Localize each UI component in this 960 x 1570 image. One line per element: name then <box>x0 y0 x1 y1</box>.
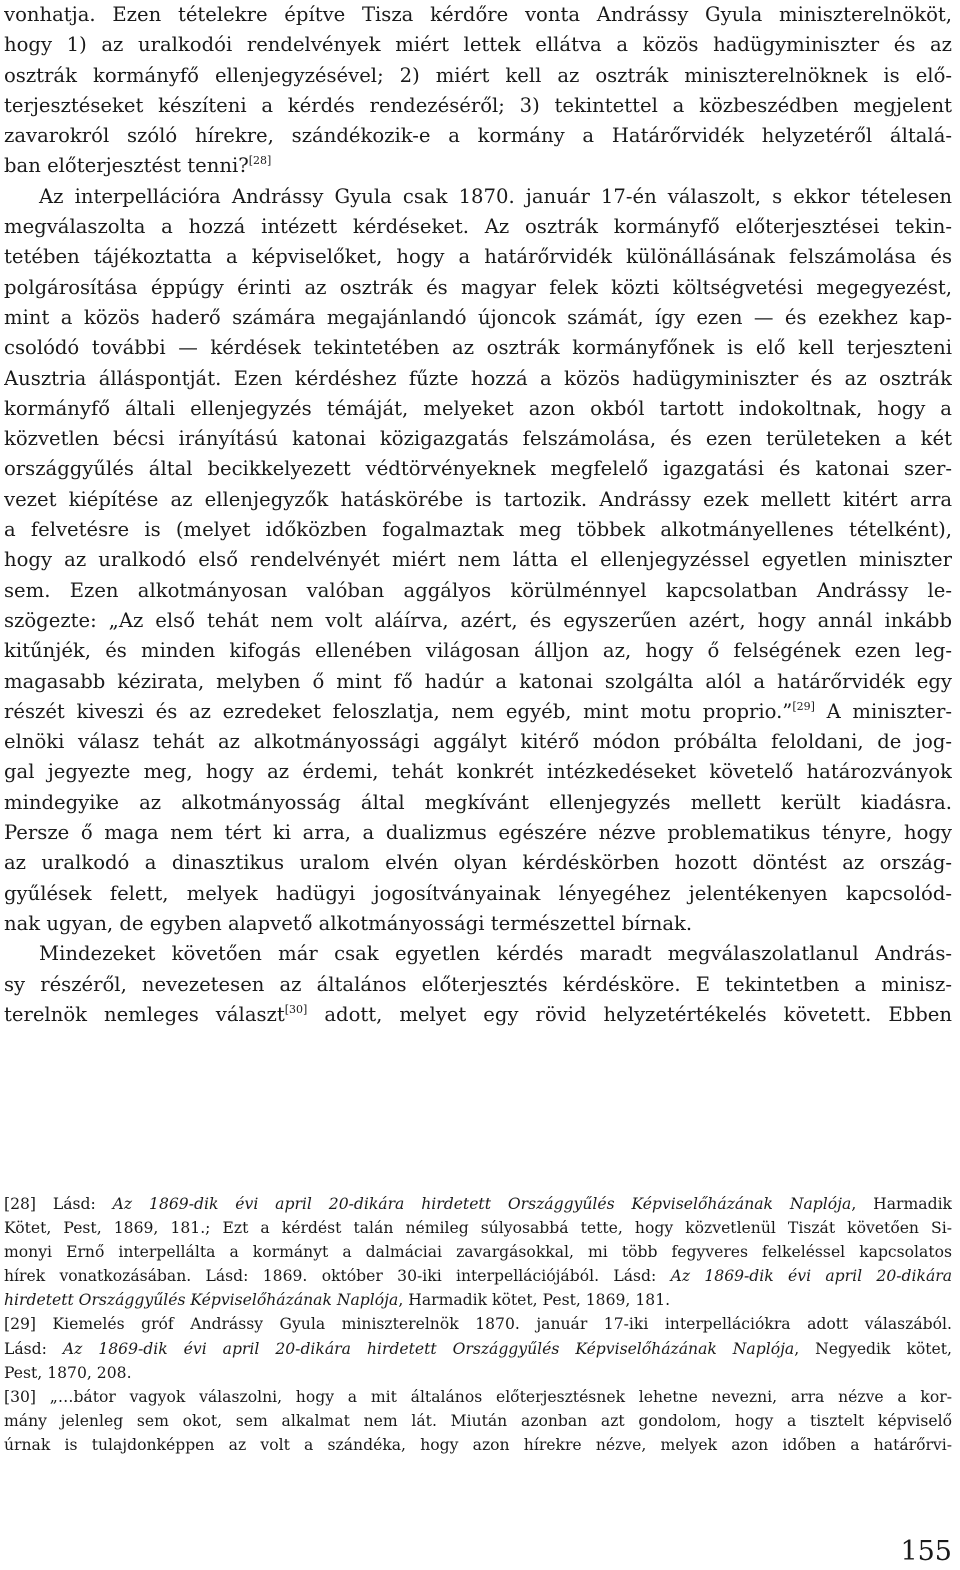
body-line: sem. Ezen alkotmányosan valóban aggályos körülménnyel kapcsolatban Andrássy le- <box>4 578 952 602</box>
body-line: elnöki válasz tehát az alkotmányossági aggályt kitérő módon próbálta feloldani, de jog- <box>4 730 952 754</box>
body-line-text: ban előterjesztést tenni? <box>4 154 249 178</box>
body-line: Persze ő maga nem tért ki arra, a dualizmus egészére nézve problematikus tényre, hogy <box>4 821 952 845</box>
body-line: sy részéről, nevezetesen az általános előterjesztés kérdésköre. E tekintetben a minisz- <box>4 972 952 996</box>
footnote-28-line <box>4 1264 952 1288</box>
footnote-text: [28] Lásd: <box>4 1195 113 1213</box>
body-line: gyűlések felett, melyek hadügyi jogosítványainak lényegéhez jelentékenyen kapcsolód- <box>4 881 952 905</box>
body-line: kormányfő általi ellenjegyzés témáját, melyeket azon okból tartott indokoltnak, hogy a <box>4 396 952 420</box>
footnote-text: Lásd: <box>4 1339 63 1358</box>
body-line: polgárosítása éppúgy érinti az osztrák és magyar felek közti költségvetési megegyezést, <box>4 275 952 299</box>
body-line: magasabb kézirata, melyben ő mint fő hadúr a katonai szolgálta alól a határőrvidék egy <box>4 669 952 693</box>
footnote-text: hírek vonatkozásában. Lásd: 1869. október 30-iki interpellációjából. Lásd: <box>4 1267 671 1286</box>
footnote-text: , Harmadik kötet, Pest, 1869, 181. <box>398 1291 671 1310</box>
body-line: zavarokról szóló hírekre, szándékozik-e a kormány a Határőrvidék helyzetéről általá- <box>4 124 952 148</box>
body-line: tetében tájékoztatta a képviselőket, hogy a határőrvidék különállásának felszámolása és <box>4 245 952 269</box>
footnote-source-title: Az 1869-dik évi april 20-dikára hirdetett Országgyűlés Képviselőházának Naplója <box>62 1339 795 1358</box>
footnote-29-line: [29] Kiemelés gróf Andrássy Gyula miniszterelnök 1870. január 17-iki interpellációkra adott válaszából. <box>4 1315 952 1334</box>
footnote-30-line: mány jelenleg sem okot, sem alkalmat nem lát. Miután azonban azt gondolom, hogy a tisztelt képviselő <box>4 1411 952 1430</box>
footnote-source-title: Az 1869-dik évi april 20-dikára <box>670 1267 952 1286</box>
footnote-30-line: [30] „…bátor vagyok válaszolni, hogy a mit általános előterjesztésnek lehetne nevezni, arra nézve a kor- <box>4 1387 952 1406</box>
page-number: 155 <box>900 1536 952 1567</box>
footnote-28-line: Kötet, Pest, 1869, 181.; Ezt a kérdést talán némileg súlyosabbá tette, hogy közvetlenül Tiszát követően Si- <box>4 1219 952 1238</box>
footnote-ref-30: [30] <box>284 1002 308 1016</box>
footnote-source-title: Az 1869-dik évi april 20-dikára hirdetett Országgyűlés Képviselőházának Naplója <box>112 1195 852 1213</box>
body-line: a felvetésre is (melyet időközben fogalmaztak meg többek alkotmányellenes tételként), <box>4 518 952 542</box>
footnote-text: , Harmadik <box>851 1195 952 1213</box>
main-text <box>4 0 952 1030</box>
body-line: vezet kiépítése az ellenjegyzők hatáskörébe is tartozik. Andrássy ezek mellett kitért arra <box>4 487 952 511</box>
body-line-text: adott, melyet egy rövid helyzetértékelés követett. Ebben <box>307 1002 952 1026</box>
footnote-28-line: monyi Ernő interpellálta a kormányt a dalmáciai zavargásokkal, mi több fegyveres felkeléssel kapcsolatos <box>4 1243 952 1262</box>
body-line: mindegyike az alkotmányosság által megkívánt ellenjegyzés mellett került kiadásra. <box>4 790 952 814</box>
footnote-ref-29: [29] <box>792 699 815 713</box>
body-line: hogy az uralkodó első rendelvényét miért nem látta el ellenjegyzéssel egyetlen miniszter <box>4 548 952 572</box>
body-line: kitűnjék, és minden kifogás ellenében világosan álljon az, hogy ő felségének ezen leg- <box>4 639 952 663</box>
body-line: vonhatja. Ezen tételekre építve Tisza kérdőre vonta Andrássy Gyula miniszterelnököt, <box>4 3 952 26</box>
footnote-ref-28: [28] <box>248 154 272 168</box>
body-line: hogy 1) az uralkodói rendelvények miért lettek ellátva a közös hadügyminiszter és az <box>4 33 952 57</box>
footnote-text: , Negyedik kötet, <box>794 1339 952 1358</box>
footnote-28-line <box>4 1192 952 1216</box>
body-line: gal jegyezte meg, hogy az érdemi, tehát konkrét intézkedéseket követelő határozványok <box>4 760 952 784</box>
body-line <box>4 1000 952 1030</box>
footnote-30-line: úrnak is tulajdonképpen az volt a szándéka, hogy azon hírekre nézve, melyek azon időben a határőrvi- <box>4 1435 952 1454</box>
body-line: az uralkodó a dinasztikus uralom elvén olyan kérdéskörben hozott döntést az ország- <box>4 851 952 875</box>
footnote-29-line: Pest, 1870, 208. <box>4 1363 132 1382</box>
body-line: osztrák kormányfő ellenjegyzésével; 2) miért kell az osztrák miniszterelnöknek is elő- <box>4 63 952 87</box>
body-line: szögezte: „Az első tehát nem volt aláírva, azért, és egyszerűen azért, hogy annál inkább <box>4 608 952 632</box>
body-line: Az interpellációra Andrássy Gyula csak 1870. január 17-én válaszolt, s ekkor tételesen <box>39 184 952 208</box>
body-line: Ausztria álláspontját. Ezen kérdéshez fűzte hozzá a közös hadügyminiszter és az osztrák <box>4 366 952 390</box>
body-line-text: részét kiveszi és az ezredeket feloszlatja, nem egyéb, mint motu proprio.” <box>4 699 793 723</box>
body-line-text: A miniszter- <box>814 699 952 723</box>
body-line: mint a közös haderő számára megajánlandó újoncok számát, így ezen — és ezekhez kap- <box>4 305 952 329</box>
body-line: terjesztéseket készíteni a kérdés rendezéséről; 3) tekintettel a közbeszédben megjelent <box>4 93 952 117</box>
footnote-28-line <box>4 1288 952 1312</box>
body-line: megválaszolta a hozzá intézett kérdéseket. Az osztrák kormányfő előterjesztései tekin- <box>4 215 952 239</box>
body-line <box>4 697 952 727</box>
body-line <box>4 151 952 181</box>
body-line: országgyűlés által becikkelyezett védtörvényeknek megfelelő igazgatási és katonai szer- <box>4 457 952 481</box>
footnotes <box>4 1192 952 1457</box>
body-line: nak ugyan, de egyben alapvető alkotmányossági természettel bírnak. <box>4 911 693 935</box>
body-line-text: terelnök nemleges választ <box>4 1002 285 1026</box>
body-line: közvetlen bécsi irányítású katonai közigazgatás felszámolása, és ezen területeken a két <box>4 427 952 451</box>
body-line: csolódó további — kérdések tekintetében az osztrák kormányfőnek is elő kell terjeszteni <box>4 336 952 360</box>
body-line: Mindezeket követően már csak egyetlen kérdés maradt megválaszolatlanul András- <box>39 942 952 966</box>
footnote-29-line <box>4 1337 952 1361</box>
footnote-source-title: hirdetett Országgyűlés Képviselőházának Naplója <box>4 1291 399 1310</box>
